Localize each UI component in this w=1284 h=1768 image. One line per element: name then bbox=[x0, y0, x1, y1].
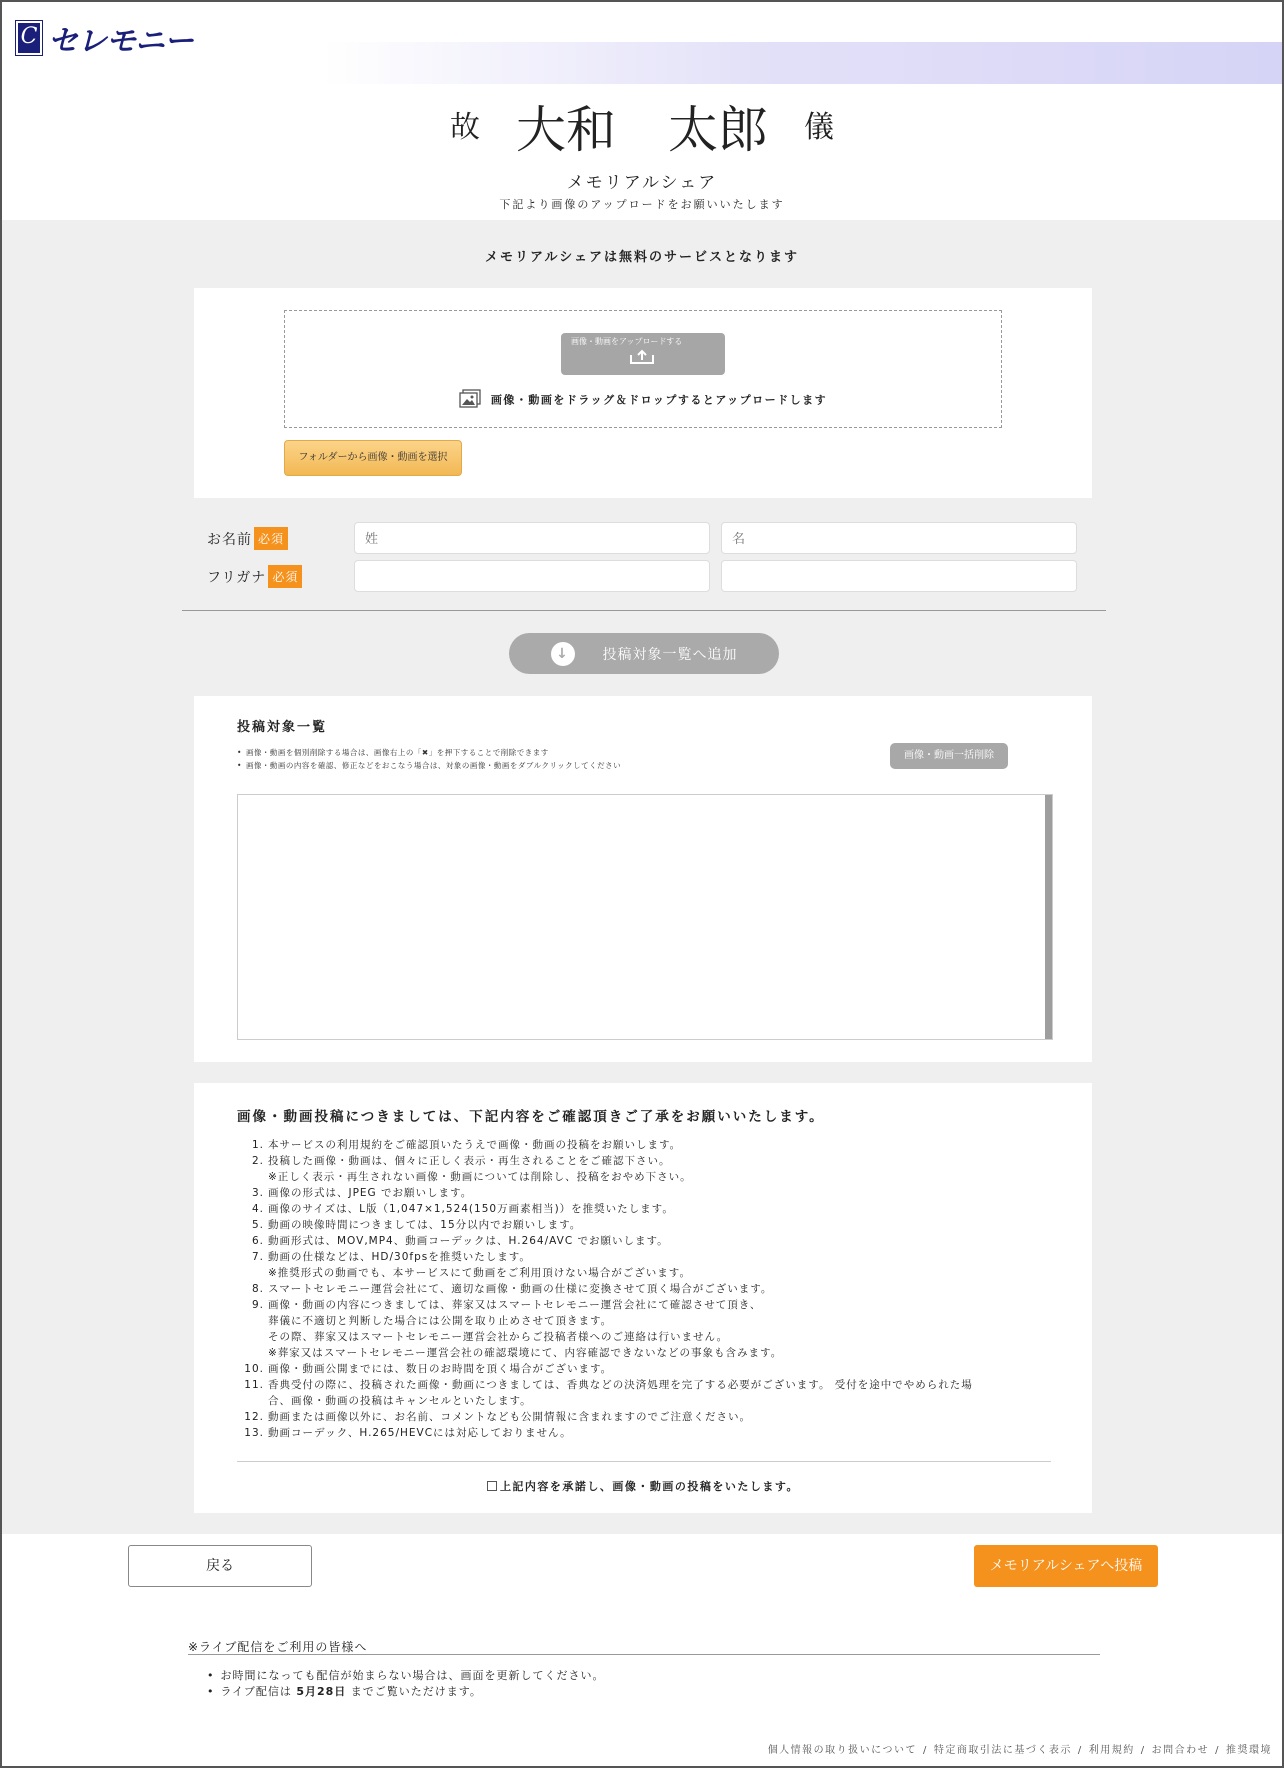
header bbox=[2, 2, 1282, 220]
terms-item-number: 12. bbox=[244, 1411, 264, 1423]
terms-item-line: ※正しく表示・再生されない画像・動画については削除し、投稿をおやめ下さい。 bbox=[268, 1171, 692, 1183]
required-badge: 必須 bbox=[268, 565, 302, 588]
terms-item bbox=[237, 1153, 1057, 1185]
terms-item-number: 9. bbox=[251, 1299, 264, 1311]
kana-label: フリガナ bbox=[207, 569, 267, 586]
terms-item bbox=[237, 1217, 1057, 1233]
terms-item-text bbox=[268, 1233, 1057, 1249]
terms-item-number: 8. bbox=[251, 1283, 264, 1295]
terms-item-line: 香典受付の際に、投稿された画像・動画につきましては、香典などの決済処理を完了する必要がございます。 受付を途中でやめられた場 bbox=[268, 1379, 973, 1391]
terms-item-line: 画像の形式は、JPEG でお願いします。 bbox=[268, 1187, 473, 1199]
terms-item bbox=[237, 1281, 1057, 1297]
logo-mark: C bbox=[16, 21, 42, 55]
terms-item bbox=[237, 1137, 1057, 1153]
footer-link[interactable]: お問合わせ bbox=[1151, 1745, 1210, 1756]
terms-item-line: 投稿した画像・動画は、個々に正しく表示・再生されることをご確認下さい。 bbox=[268, 1155, 671, 1167]
drop-zone[interactable] bbox=[284, 310, 1002, 428]
terms-item-number: 13. bbox=[244, 1427, 264, 1439]
drop-instruction bbox=[285, 389, 1001, 412]
image-icon bbox=[459, 389, 481, 412]
select-from-folder-button[interactable]: フォルダーから画像・動画を選択 bbox=[284, 440, 462, 476]
terms-item-number: 6. bbox=[251, 1235, 264, 1247]
form-divider bbox=[182, 610, 1106, 611]
terms-item-text bbox=[268, 1137, 1057, 1153]
terms-item-line: 画像のサイズは、L版（1,047×1,524(150万画素相当)）を推奨いたします。 bbox=[268, 1203, 674, 1215]
terms-title: 画像・動画投稿につきましては、下記内容をご確認頂きご了承をお願いいたします。 bbox=[237, 1109, 825, 1125]
footer-link[interactable]: 推奨環境 bbox=[1226, 1745, 1272, 1756]
terms-item-line: スマートセレモニー運営会社にて、適切な画像・動画の仕様に変換させて頂く場合がございます。 bbox=[268, 1283, 773, 1295]
footer-links bbox=[768, 1741, 1272, 1756]
terms-item bbox=[237, 1361, 1057, 1377]
consent-label[interactable]: 上記内容を承諾し、画像・動画の投稿をいたします。 bbox=[499, 1480, 800, 1493]
upload-icon bbox=[629, 349, 655, 369]
footer-link[interactable]: 利用規約 bbox=[1088, 1745, 1135, 1756]
terms-item-text bbox=[268, 1409, 1057, 1425]
brand-logo[interactable] bbox=[16, 16, 193, 60]
terms-item-line: ※葬家又はスマートセレモニー運営会社の確認環境にて、内容確認できないなどの事象も含みます。 bbox=[268, 1347, 783, 1359]
kana-row bbox=[207, 565, 302, 588]
terms-item-number: 11. bbox=[244, 1379, 264, 1391]
terms-item-line: 画像・動画の内容につきましては、葬家又はスマートセレモニー運営会社にて確認させて頂き、 bbox=[268, 1299, 762, 1311]
terms-item-text bbox=[268, 1361, 1057, 1377]
terms-item-text bbox=[268, 1185, 1057, 1201]
footer-link[interactable]: 個人情報の取り扱いについて bbox=[767, 1745, 917, 1756]
terms-item bbox=[237, 1249, 1057, 1281]
footer-link[interactable]: 特定商取引法に基づく表示 bbox=[933, 1745, 1072, 1756]
header-gradient-band bbox=[322, 42, 1282, 84]
footer-separator: / bbox=[1077, 1745, 1083, 1756]
terms-item-number: 5. bbox=[251, 1219, 264, 1231]
terms-item-line: 合、画像・動画の投稿はキャンセルといたします。 bbox=[268, 1395, 532, 1407]
live-notice-list bbox=[207, 1668, 605, 1700]
terms-item-text bbox=[268, 1153, 1057, 1185]
kana-first-name-input[interactable] bbox=[721, 560, 1077, 592]
posting-list-panel bbox=[194, 696, 1092, 1062]
terms-item-text bbox=[268, 1281, 1057, 1297]
consent-checkbox[interactable] bbox=[487, 1481, 497, 1491]
upload-panel bbox=[194, 288, 1092, 498]
list-note: • 画像・動画を個別削除する場合は、画像右上の「✖」を押下することで削除できます bbox=[237, 746, 621, 759]
name-row bbox=[207, 527, 288, 550]
terms-list bbox=[237, 1137, 1057, 1441]
footer-separator: / bbox=[1140, 1745, 1146, 1756]
live-notice-rule bbox=[188, 1654, 1100, 1655]
drop-text: 画像・動画をドラッグ＆ドロップするとアップロードします bbox=[490, 393, 828, 407]
deceased-surname: 大和 bbox=[516, 101, 616, 159]
terms-item-line: 動画または画像以外に、お名前、コメントなども公開情報に含まれますのでご注意ください。 bbox=[268, 1411, 751, 1423]
terms-item-number: 10. bbox=[244, 1363, 264, 1375]
posting-list-notes bbox=[237, 746, 621, 772]
back-button[interactable]: 戻る bbox=[128, 1545, 312, 1587]
live-period-post: までご覧いただけます。 bbox=[346, 1685, 482, 1698]
terms-item-text bbox=[268, 1377, 1057, 1409]
list-scrollbar[interactable] bbox=[1045, 795, 1052, 1039]
deceased-suffix: 儀 bbox=[804, 110, 834, 145]
submit-button[interactable]: メモリアルシェアへ投稿 bbox=[974, 1545, 1158, 1587]
terms-item bbox=[237, 1201, 1057, 1217]
terms-item bbox=[237, 1297, 1057, 1361]
terms-item bbox=[237, 1409, 1057, 1425]
deceased-fullname bbox=[516, 101, 768, 159]
live-notice-item: • お時間になっても配信が始まらない場合は、画面を更新してください。 bbox=[207, 1668, 605, 1684]
terms-item-number: 3. bbox=[251, 1187, 264, 1199]
terms-item-number: 7. bbox=[251, 1251, 264, 1263]
live-period-pre: ライブ配信は bbox=[220, 1685, 297, 1698]
add-to-list-button[interactable] bbox=[509, 633, 779, 674]
terms-item bbox=[237, 1185, 1057, 1201]
last-name-input[interactable] bbox=[354, 522, 710, 554]
live-period-date: 5月28日 bbox=[296, 1685, 347, 1698]
terms-item-line: 画像・動画公開までには、数日のお時間を頂く場合がございます。 bbox=[268, 1363, 613, 1375]
terms-item bbox=[237, 1233, 1057, 1249]
terms-item-line: 動画の映像時間につきましては、15分以内でお願いします。 bbox=[268, 1219, 582, 1231]
posting-list-title: 投稿対象一覧 bbox=[237, 720, 328, 735]
terms-divider bbox=[237, 1461, 1051, 1462]
terms-item-line: 本サービスの利用規約をご確認頂いたうえで画像・動画の投稿をお願いします。 bbox=[268, 1139, 682, 1151]
terms-item bbox=[237, 1377, 1057, 1409]
name-label: お名前 bbox=[207, 531, 252, 548]
upload-button-label: 画像・動画をアップロードする bbox=[571, 337, 683, 346]
deceased-given: 太郎 bbox=[668, 101, 768, 159]
logo-text: セレモニー bbox=[48, 24, 193, 59]
terms-item-number: 1. bbox=[251, 1139, 264, 1151]
terms-item-text bbox=[268, 1249, 1057, 1281]
required-badge: 必須 bbox=[254, 527, 288, 550]
terms-item-line: 動画コーデック、H.265/HEVCには対応しておりません。 bbox=[268, 1427, 572, 1439]
list-note: • 画像・動画の内容を確認、修正などをおこなう場合は、対象の画像・動画をダブルクリックしてください bbox=[237, 759, 621, 772]
free-service-note: メモリアルシェアは無料のサービスとなります bbox=[485, 250, 799, 265]
footer-separator: / bbox=[1215, 1745, 1220, 1756]
kana-last-name-input[interactable] bbox=[354, 560, 710, 592]
page-subtitle: 下記より画像のアップロードをお願いいたします bbox=[499, 198, 785, 211]
posting-list-box[interactable] bbox=[237, 794, 1053, 1040]
add-to-list-label: 投稿対象一覧へ追加 bbox=[602, 646, 738, 663]
footer-separator: / bbox=[923, 1745, 928, 1756]
terms-item-line: 動画の仕様などは、HD/30fpsを推奨いたします。 bbox=[268, 1251, 531, 1263]
terms-item-text bbox=[268, 1425, 1057, 1441]
terms-item-line: その際、葬家又はスマートセレモニー運営会社からご投稿者様へのご連絡は行いません。 bbox=[268, 1331, 729, 1343]
terms-item-number: 4. bbox=[251, 1203, 264, 1215]
upload-button[interactable] bbox=[561, 333, 725, 375]
terms-item-line: ※推奨形式の動画でも、本サービスにて動画をご利用頂けない場合がございます。 bbox=[268, 1267, 691, 1279]
deceased-name bbox=[2, 90, 1282, 162]
terms-item-line: 葬儀に不適切と判断した場合には公開を取り止めさせて頂きます。 bbox=[268, 1315, 613, 1327]
terms-item bbox=[237, 1425, 1057, 1441]
live-notice-item bbox=[207, 1684, 605, 1700]
arrow-down-circle-icon: ↓ bbox=[551, 642, 575, 666]
consent-row[interactable] bbox=[194, 1478, 1092, 1494]
bulk-delete-button[interactable]: 画像・動画一括削除 bbox=[890, 743, 1008, 769]
terms-item-text bbox=[268, 1201, 1057, 1217]
terms-item-text bbox=[268, 1217, 1057, 1233]
terms-item-number: 2. bbox=[251, 1155, 264, 1167]
deceased-prefix: 故 bbox=[450, 110, 480, 145]
terms-item-text bbox=[268, 1297, 1057, 1361]
page-title: メモリアルシェア bbox=[566, 173, 718, 193]
terms-item-line: 動画形式は、MOV,MP4、動画コーデックは、H.264/AVC でお願いします。 bbox=[268, 1235, 669, 1247]
first-name-input[interactable] bbox=[721, 522, 1077, 554]
terms-panel bbox=[194, 1083, 1092, 1513]
live-notice-title: ※ライブ配信をご利用の皆様へ bbox=[188, 1640, 368, 1654]
